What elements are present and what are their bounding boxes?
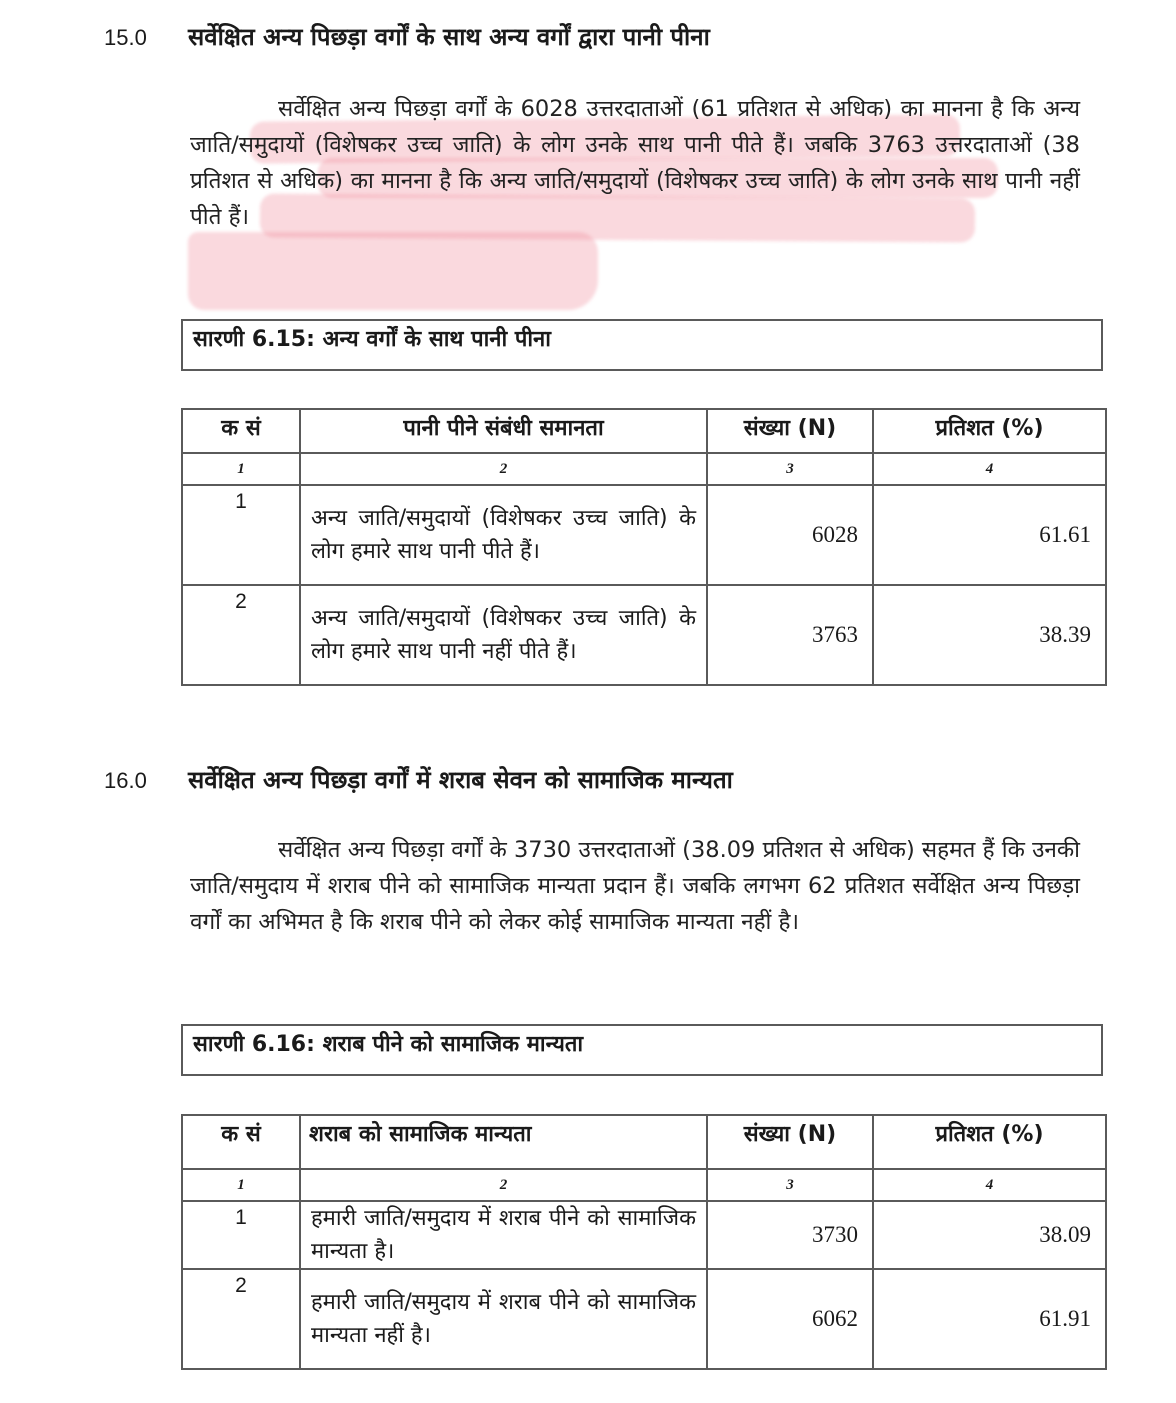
column-index: 2 bbox=[300, 453, 707, 485]
cell-sno: 2 bbox=[182, 1269, 300, 1369]
table-caption-6-15: सारणी 6.15: अन्य वर्गों के साथ पानी पीना bbox=[181, 319, 1103, 371]
column-index: 4 bbox=[873, 453, 1106, 485]
column-index: 3 bbox=[707, 453, 873, 485]
cell-percent: 61.61 bbox=[873, 485, 1106, 585]
table-row bbox=[182, 585, 1106, 685]
header-description: पानी पीने संबंधी समानता bbox=[300, 409, 707, 453]
cell-count: 3730 bbox=[707, 1201, 873, 1269]
cell-description: हमारी जाति/समुदाय में शराब पीने को सामाजिक मान्यता नहीं है। bbox=[300, 1269, 707, 1369]
table-6-15 bbox=[181, 408, 1107, 686]
table-row bbox=[182, 1201, 1106, 1269]
table-row bbox=[182, 1269, 1106, 1369]
cell-count: 6062 bbox=[707, 1269, 873, 1369]
header-percent: प्रतिशत (%) bbox=[873, 1115, 1106, 1169]
table-6-16 bbox=[181, 1114, 1107, 1370]
header-sno: क सं bbox=[182, 409, 300, 453]
cell-percent: 38.09 bbox=[873, 1201, 1106, 1269]
section-number: 16.0 bbox=[104, 768, 147, 793]
column-index: 2 bbox=[300, 1169, 707, 1201]
table-caption-6-16: सारणी 6.16: शराब पीने को सामाजिक मान्यता bbox=[181, 1024, 1103, 1076]
cell-description: हमारी जाति/समुदाय में शराब पीने को सामाजिक मान्यता है। bbox=[300, 1201, 707, 1269]
paragraph-16: सर्वेक्षित अन्य पिछड़ा वर्गों के 3730 उत्तरदाताओं (38.09 प्रतिशत से अधिक) सहमत हैं कि उनकी जाति/समुदाय में शराब पीने को सामाजिक मान्यता प्रदान हैं। जबकि लगभग 62 प्रतिशत सर्वेक्षित अन्य पिछड़ा वर्गों का अभिमत है कि शराब पीने को लेकर कोई सामाजिक मान्यता नहीं है। bbox=[190, 837, 1080, 935]
section-title: सर्वेक्षित अन्य पिछड़ा वर्गों में शराब सेवन को सामाजिक मान्यता bbox=[188, 766, 733, 794]
header-sno: क सं bbox=[182, 1115, 300, 1169]
header-percent: प्रतिशत (%) bbox=[873, 409, 1106, 453]
cell-sno: 1 bbox=[182, 485, 300, 585]
table-row bbox=[182, 485, 1106, 585]
column-index: 1 bbox=[182, 1169, 300, 1201]
header-count: संख्या (N) bbox=[707, 1115, 873, 1169]
header-description: शराब को सामाजिक मान्यता bbox=[300, 1115, 707, 1169]
table-header-row bbox=[182, 409, 1106, 453]
cell-description: अन्य जाति/समुदायों (विशेषकर उच्च जाति) के लोग हमारे साथ पानी पीते हैं। bbox=[300, 485, 707, 585]
section-title: सर्वेक्षित अन्य पिछड़ा वर्गों के साथ अन्य वर्गों द्वारा पानी पीना bbox=[188, 23, 710, 51]
cell-sno: 2 bbox=[182, 585, 300, 685]
column-index: 1 bbox=[182, 453, 300, 485]
column-index: 4 bbox=[873, 1169, 1106, 1201]
section-heading-16 bbox=[104, 763, 733, 796]
column-index: 3 bbox=[707, 1169, 873, 1201]
cell-percent: 38.39 bbox=[873, 585, 1106, 685]
column-index-row bbox=[182, 453, 1106, 485]
header-count: संख्या (N) bbox=[707, 409, 873, 453]
cell-count: 6028 bbox=[707, 485, 873, 585]
cell-sno: 1 bbox=[182, 1201, 300, 1269]
cell-description: अन्य जाति/समुदायों (विशेषकर उच्च जाति) के लोग हमारे साथ पानी नहीं पीते हैं। bbox=[300, 585, 707, 685]
cell-count: 3763 bbox=[707, 585, 873, 685]
paragraph-15: सर्वेक्षित अन्य पिछड़ा वर्गों के 6028 उत्तरदाताओं (61 प्रतिशत से अधिक) का मानना है कि अन्य जाति/समुदायों (विशेषकर उच्च जाति) के लोग उनके साथ पानी पीते हैं। जबकि 3763 उत्तरदाताओं (38 प्रतिशत से अधिक) का मानना है कि अन्य जाति/समुदायों (विशेषकर उच्च जाति) के लोग उनके साथ पानी नहीं पीते हैं। bbox=[190, 96, 1080, 230]
text-highlight bbox=[188, 232, 598, 310]
column-index-row bbox=[182, 1169, 1106, 1201]
section-number: 15.0 bbox=[104, 25, 147, 50]
section-heading-15 bbox=[104, 20, 710, 53]
table-header-row bbox=[182, 1115, 1106, 1169]
cell-percent: 61.91 bbox=[873, 1269, 1106, 1369]
